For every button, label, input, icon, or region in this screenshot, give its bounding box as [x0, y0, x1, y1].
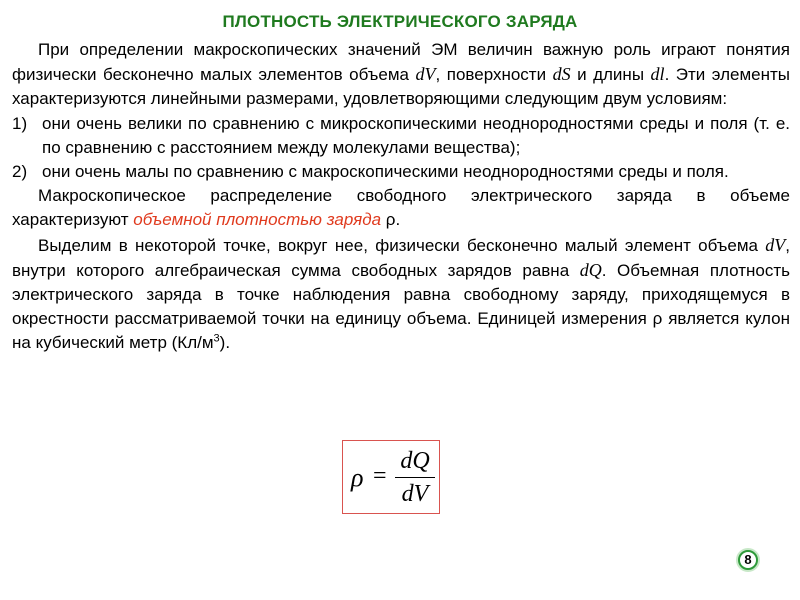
math-dV: dV — [765, 234, 786, 255]
text: является кулон на кубический метр (Кл/м — [12, 309, 790, 353]
text: ). — [219, 333, 231, 353]
formula-fraction — [395, 447, 435, 508]
slide-title: ПЛОТНОСТЬ ЭЛЕКТРИЧЕСКОГО ЗАРЯДА — [222, 12, 578, 31]
rho-symbol: ρ — [652, 309, 663, 329]
text: Макроскопическое распределение свободного электрического заряда в объеме характеризуют — [12, 186, 790, 230]
list-text: они очень велики по сравнению с микроскопическими неоднородностями среды и поля (т. е. по сравнению с расстоянием между молекулами вещества); — [42, 113, 790, 157]
page-number: 8 — [740, 552, 756, 568]
superscript: 3 — [213, 332, 220, 345]
text: . Объемная плотность электрического заряда в точке наблюдения равна свободному заряду, приходящемуся в окрестности рассматриваемой точки на единицу объема. Единицей измерения — [12, 260, 790, 329]
text: , поверхности — [435, 65, 553, 85]
fraction-bar — [395, 477, 435, 478]
highlight-term: объемной плотностью заряда — [133, 210, 382, 230]
text: ρ. — [381, 210, 401, 230]
formula-box — [342, 440, 440, 514]
text: При определении макроскопических значений ЭМ величин важную роль играют понятия физически бесконечно малых элементов объема — [12, 40, 790, 85]
list-number: 1) — [12, 113, 28, 133]
paragraph-intro — [12, 38, 790, 112]
math-dQ: dQ — [579, 259, 602, 280]
text: и длины — [570, 65, 651, 85]
page-number-badge — [736, 548, 760, 572]
math-dV: dV — [415, 64, 436, 85]
math-dl: dl — [650, 64, 665, 85]
text: . Эти элементы характеризуются линейными размерами, удовлетворяющими следующим двум условиям: — [12, 65, 791, 109]
math-dS: dS — [552, 64, 571, 85]
formula-numerator: dQ — [400, 448, 430, 474]
paragraph-distribution — [12, 184, 790, 232]
formula-denominator: dV — [401, 481, 429, 507]
list-item — [12, 112, 790, 160]
list-item — [12, 160, 790, 184]
list-text: они очень малы по сравнению с макроскопическими неоднородностями среды и поля. — [42, 162, 729, 182]
paragraph-definition — [12, 233, 790, 356]
slide-body — [12, 38, 790, 356]
list-number: 2) — [12, 162, 28, 182]
text: , внутри которого алгебраическая сумма свободных зарядов равна — [12, 235, 790, 280]
text: Выделим в некоторой точке, вокруг нее, физически бесконечно малый элемент объема — [38, 235, 766, 255]
formula-lhs: ρ — [351, 463, 364, 492]
formula-equals: = — [373, 463, 387, 489]
